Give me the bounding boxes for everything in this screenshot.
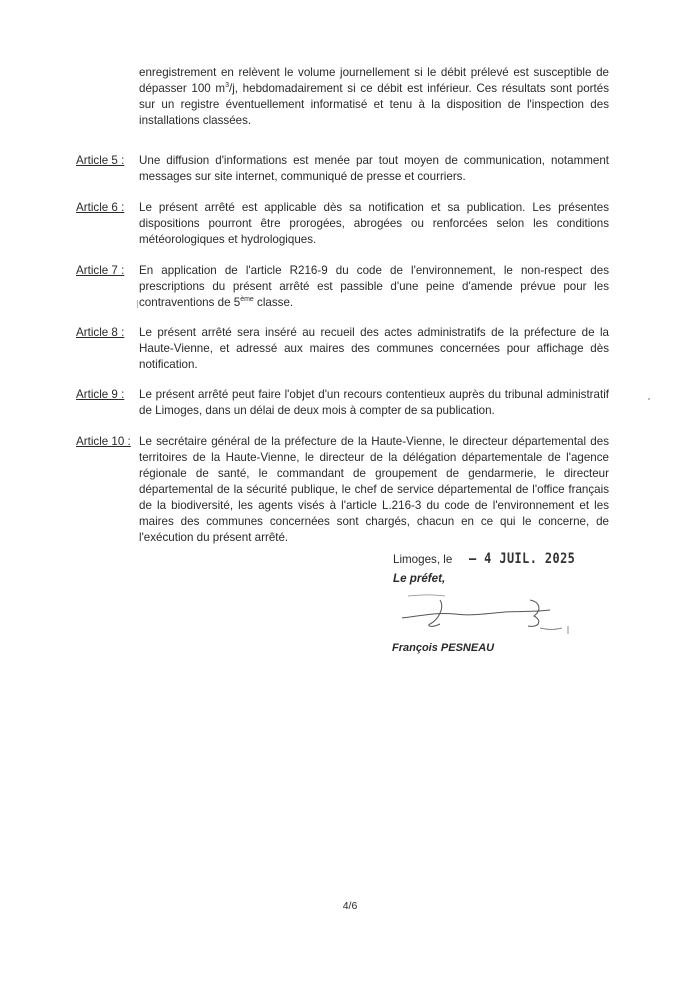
article-text: Le présent arrêté est applicable dès sa notification et sa publication. Les présentes dispositions pourront être prorogées, abrogées ou renforcées selon les conditions météorologiques et hydrologiques. <box>139 201 609 246</box>
superscript: ème <box>240 296 254 304</box>
article-label: Article 8 : <box>76 326 125 339</box>
article-label: Article 7 : <box>76 264 125 277</box>
article-text: Le secrétaire général de la préfecture de la Haute-Vienne, le directeur départemental des territoires de la Haute-Vienne, le directeur de la délégation départementale de l'agence régionale de santé, le commandant de groupement de gendarmerie, le directeur départemental de la sécurité publique, le chef de service départemental de l'office français de la biodiversité, les agents visés à l'article L.216-3 du code de l'environnement et les maires des communes concernées sont chargés, chacun en ce qui le concerne, de l'exécution du présent arrêté. <box>139 435 609 544</box>
article-text: En application de l'article R216-9 du code de l'environnement, le non-respect des prescriptions du présent arrêté est passible d'une peine d'amende prévue pour les contraventions de 5ème classe. <box>139 264 609 309</box>
article-text: Le présent arrêté peut faire l'objet d'un recours contentieux auprès du tribunal administratif de Limoges, dans un délai de deux mois à compter de sa publication. <box>139 388 609 417</box>
article-text: Le présent arrêté sera inséré au recueil des actes administratifs de la préfecture de la Haute-Vienne, et adressé aux maires des communes concernées pour affichage dès notification. <box>139 326 609 371</box>
article-text: Une diffusion d'informations est menée par tout moyen de communication, notamment messages sur site internet, communiqué de presse et courriers. <box>139 154 609 183</box>
stamped-date: – 4 JUIL. 2025 <box>469 551 576 567</box>
article-label: Article 9 : <box>76 388 125 401</box>
article-label: Article 10 : <box>76 435 131 448</box>
signatory-title: Le préfet, <box>393 572 446 585</box>
article-label: Article 6 : <box>76 201 125 214</box>
signature-place: Limoges, le <box>393 553 453 566</box>
page-number: 4/6 <box>342 900 358 912</box>
intro-text-part2: /j, hebdomadairement si ce débit est inférieur. Ces résultats sont portés sur un registre éventuellement informatisé et tenu à la disposition de l'inspection des installations classées. <box>139 82 610 127</box>
intro-text-part1: enregistrement en relèvent le volume journellement si le débit prélevé est susceptible de dépasser 100 m <box>139 66 609 95</box>
handwritten-signature <box>400 590 580 640</box>
intro-superscript: 3 <box>225 82 229 90</box>
scan-mark <box>137 300 138 308</box>
signatory-name: François PESNEAU <box>392 642 495 654</box>
scan-mark <box>648 398 650 400</box>
article-label: Article 5 : <box>76 154 125 167</box>
intro-paragraph <box>139 65 609 129</box>
